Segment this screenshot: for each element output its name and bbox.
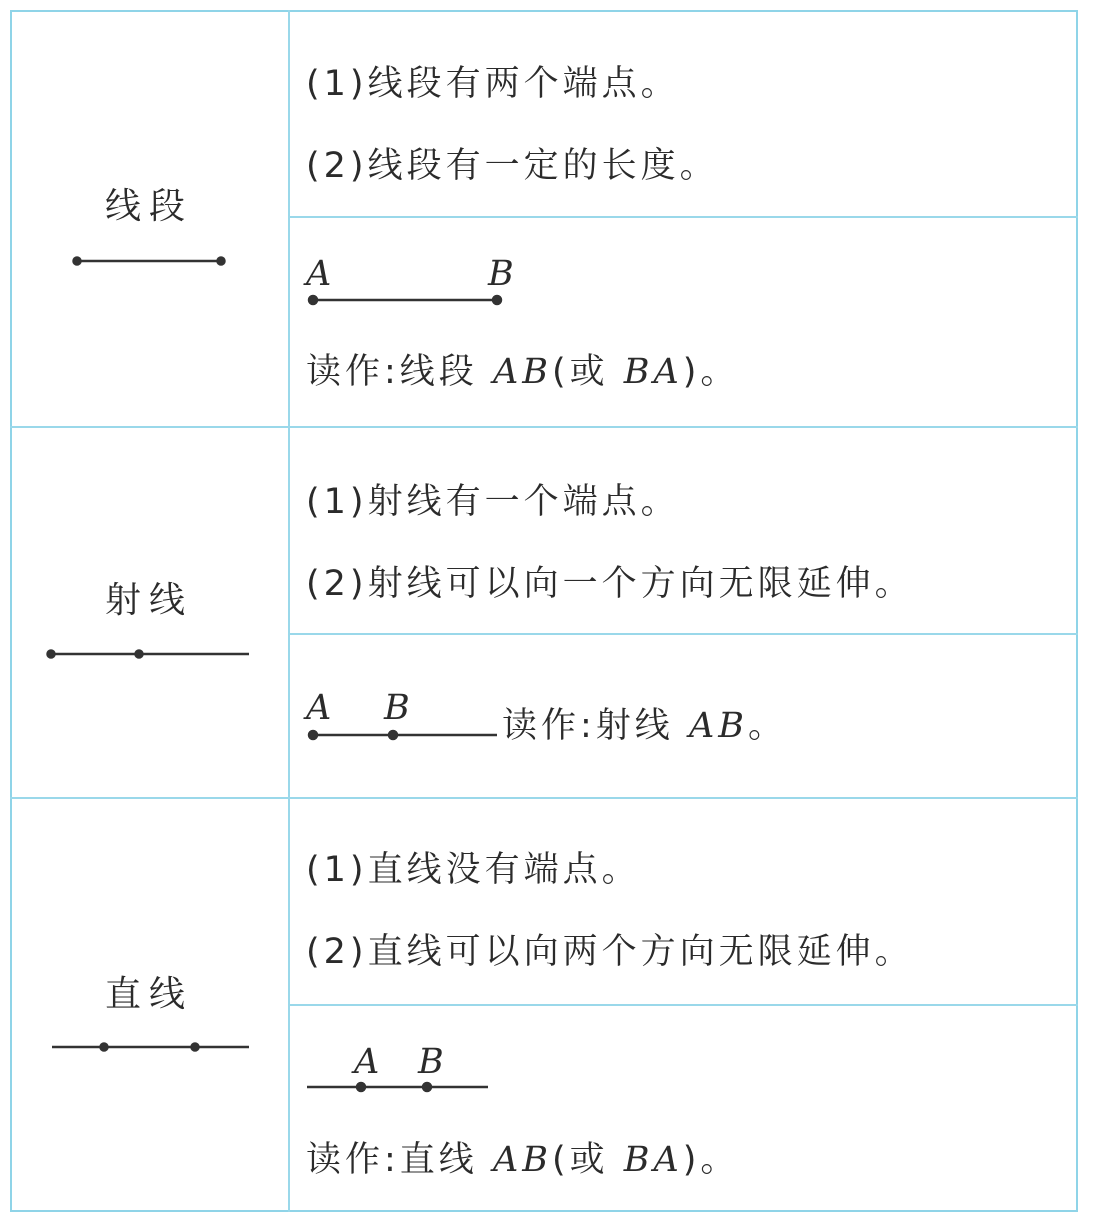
point-label-b: B: [418, 1042, 444, 1082]
cell-divider: [288, 216, 1078, 218]
row-divider: [10, 797, 1078, 799]
property-1: (1)射线有一个端点。: [306, 482, 680, 522]
property-2: (2)线段有一定的长度。: [306, 146, 719, 186]
term-ray: 射线: [104, 580, 193, 621]
point-label-b: B: [488, 254, 514, 294]
property-2: (2)射线可以向一个方向无限延伸。: [306, 564, 914, 604]
property-1: (1)直线没有端点。: [306, 850, 641, 890]
reading-text: 读作:直线 AB(或 BA)。: [306, 1140, 740, 1180]
point-label-a: A: [306, 254, 332, 294]
point-label-a: A: [354, 1042, 380, 1082]
property-2: (2)直线可以向两个方向无限延伸。: [306, 932, 914, 972]
cell-divider: [288, 633, 1078, 635]
column-divider: [288, 10, 290, 1212]
property-1: (1)线段有两个端点。: [306, 64, 680, 104]
term-straight-line: 直线: [104, 974, 193, 1015]
term-line-segment: 线段: [104, 186, 193, 227]
row-divider: [10, 426, 1078, 428]
point-label-b: B: [384, 688, 410, 728]
point-label-a: A: [306, 688, 332, 728]
reading-text: 读作:射线 AB。: [502, 706, 787, 746]
cell-divider: [288, 1004, 1078, 1006]
reading-text: 读作:线段 AB(或 BA)。: [306, 352, 740, 392]
